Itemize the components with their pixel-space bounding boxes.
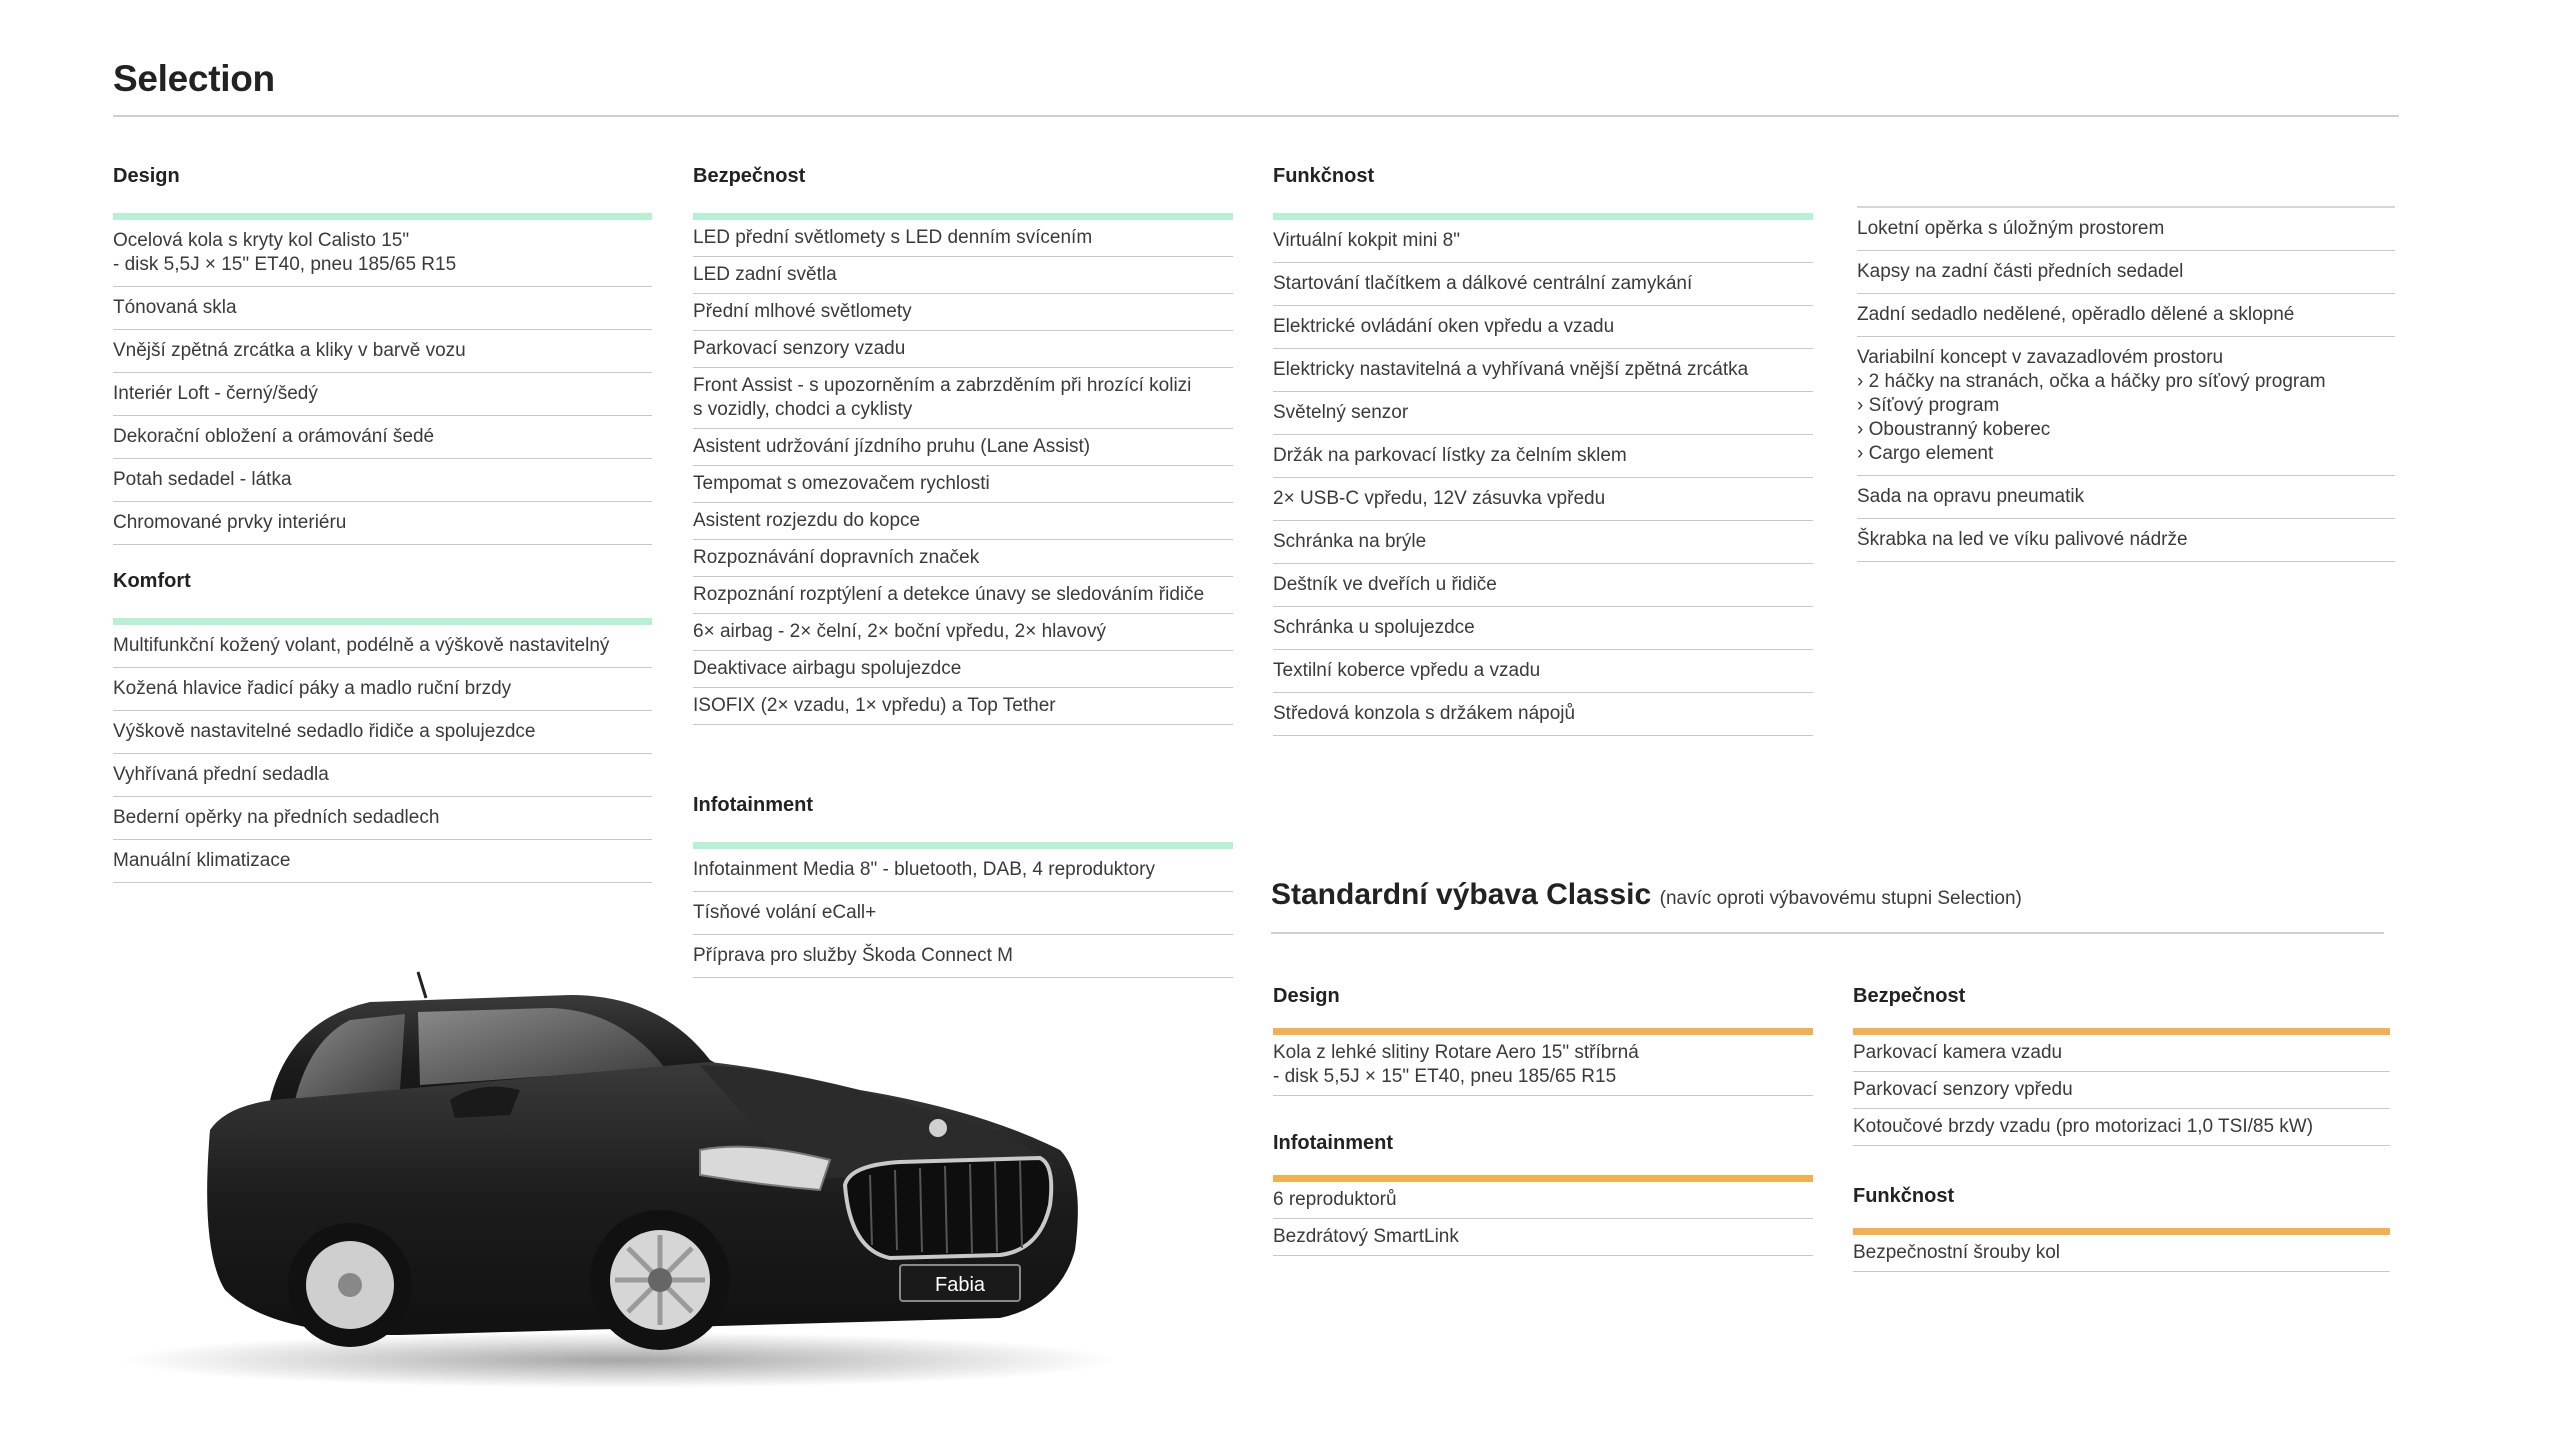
section-title: Funkčnost [1273, 165, 1375, 187]
feature-text: Schránka u spolujezdce [1273, 617, 1475, 638]
feature-text: Tempomat s omezovačem rychlosti [693, 473, 990, 494]
car-shadow [120, 1332, 1120, 1388]
classic-title: Standardní výbava Classic [1271, 878, 1652, 911]
feature-text: Virtuální kokpit mini 8" [1273, 230, 1460, 251]
feature-item [693, 220, 1233, 257]
classic-section-funkcnost [1853, 1183, 2390, 1272]
feature-text: Multifunkční kožený volant, podélně a výškově nastavitelný [113, 635, 610, 656]
section-accent-bar [1273, 1028, 1813, 1035]
feature-text: Kapsy na zadní části předních sedadel [1857, 261, 2184, 282]
classic-divider [1271, 932, 2384, 934]
feature-text: 6 reproduktorů [1273, 1189, 1397, 1210]
section-accent-bar [1853, 1228, 2390, 1235]
feature-text: Bezpečnostní šrouby kol [1853, 1242, 2061, 1263]
feature-list [113, 220, 652, 545]
feature-text: Vyhřívaná přední sedadla [113, 764, 329, 785]
page-title: Selection [113, 58, 275, 99]
section-funkcnost [1273, 163, 1813, 736]
car-badge: Fabia [934, 1274, 986, 1296]
feature-item [1273, 607, 1813, 650]
feature-item [693, 651, 1233, 688]
section-accent-bar [113, 618, 652, 625]
feature-item [113, 373, 652, 416]
feature-text: Chromované prvky interiéru [113, 512, 347, 533]
feature-item [1857, 519, 2395, 562]
feature-text: Elektricky nastavitelná a vyhřívaná vnější zpětná zrcátka [1273, 359, 1749, 380]
feature-item [1273, 1035, 1813, 1096]
classic-heading [1271, 878, 2022, 912]
feature-item [113, 220, 652, 287]
feature-text: Tónovaná skla [113, 297, 237, 318]
section-komfort [113, 568, 652, 883]
feature-item [1857, 476, 2395, 519]
feature-item [1273, 693, 1813, 736]
section-funkcnost-continued [1857, 206, 2395, 562]
feature-text: Ocelová kola s kryty kol Calisto 15" [113, 230, 410, 251]
feature-text: Startování tlačítkem a dálkové centrální zamykání [1273, 273, 1693, 294]
feature-text: LED přední světlomety s LED denním svícením [693, 227, 1093, 248]
section-title: Design [113, 165, 180, 187]
feature-item [113, 330, 652, 373]
section-accent-bar [1853, 1028, 2390, 1035]
feature-subline: › Cargo element [1857, 443, 1994, 464]
feature-text: Rozpoznávání dopravních značek [693, 547, 980, 568]
feature-text: Variabilní koncept v zavazadlovém prostoru [1857, 347, 2224, 368]
feature-item [113, 287, 652, 330]
feature-text: Přední mlhové světlomety [693, 301, 912, 322]
feature-item [113, 797, 652, 840]
feature-item [1857, 337, 2395, 476]
feature-item [113, 754, 652, 797]
feature-list [693, 220, 1233, 725]
feature-item [1853, 1109, 2390, 1146]
feature-text: Manuální klimatizace [113, 850, 291, 871]
feature-item [1273, 1219, 1813, 1256]
feature-item [693, 577, 1233, 614]
feature-item [1273, 392, 1813, 435]
feature-item [1273, 650, 1813, 693]
feature-item [693, 331, 1233, 368]
classic-section-bezpecnost [1853, 983, 2390, 1146]
feature-item [1273, 435, 1813, 478]
feature-text: Kotoučové brzdy vzadu (pro motorizaci 1,0 TSI/85 kW) [1853, 1116, 2314, 1137]
feature-subline: - disk 5,5J × 15" ET40, pneu 185/65 R15 [113, 254, 457, 275]
section-accent-bar [1273, 213, 1813, 220]
feature-text: Škrabka na led ve víku palivové nádrže [1857, 529, 2188, 550]
feature-text: Zadní sedadlo nedělené, opěradlo dělené a sklopné [1857, 304, 2295, 325]
feature-text: 6× airbag - 2× čelní, 2× boční vpředu, 2× hlavový [693, 621, 1106, 642]
feature-text: Loketní opěrka s úložným prostorem [1857, 218, 2165, 239]
feature-list [1853, 1035, 2390, 1146]
feature-text: Kola z lehké slitiny Rotare Aero 15" stříbrná [1273, 1042, 1639, 1063]
classic-section-design [1273, 983, 1813, 1096]
feature-item [693, 849, 1233, 892]
section-title: Infotainment [1273, 1132, 1393, 1154]
classic-subtitle: (navíc oproti výbavovému stupni Selection) [1659, 888, 2022, 909]
feature-item [693, 429, 1233, 466]
feature-text: Deaktivace airbagu spolujezdce [693, 658, 962, 679]
title-divider [113, 115, 2399, 117]
feature-item [1273, 220, 1813, 263]
section-accent-bar [693, 842, 1233, 849]
feature-text: Světelný senzor [1273, 402, 1409, 423]
feature-text: Front Assist - s upozorněním a zabrzděním při hrozící kolizi [693, 375, 1192, 396]
section-accent-bar [1273, 1175, 1813, 1182]
feature-list [1853, 1235, 2390, 1272]
section-accent-bar [113, 213, 652, 220]
feature-list [113, 625, 652, 883]
feature-text: Příprava pro služby Škoda Connect M [693, 945, 1013, 966]
feature-text: LED zadní světla [693, 264, 837, 285]
car-front-wheel [590, 1210, 730, 1350]
feature-item [1273, 478, 1813, 521]
car-image [100, 950, 1120, 1390]
section-bezpecnost [693, 163, 1233, 725]
section-title: Infotainment [693, 794, 813, 816]
section-title: Bezpečnost [1853, 985, 1966, 1007]
feature-item [113, 416, 652, 459]
feature-item [693, 892, 1233, 935]
feature-text: 2× USB-C vpředu, 12V zásuvka vpředu [1273, 488, 1606, 509]
car-rear-wheel [288, 1223, 412, 1347]
feature-item [693, 503, 1233, 540]
feature-text: Textilní koberce vpředu a vzadu [1273, 660, 1541, 681]
section-title: Komfort [113, 570, 191, 592]
feature-text: Elektrické ovládání oken vpředu a vzadu [1273, 316, 1615, 337]
feature-subline: › Síťový program [1857, 395, 2000, 416]
feature-item [693, 540, 1233, 577]
classic-section-infotainment [1273, 1130, 1813, 1256]
feature-subline: › 2 háčky na stranách, očka a háčky pro síťový program [1857, 371, 2326, 392]
feature-text: Potah sedadel - látka [113, 469, 292, 490]
feature-item [113, 502, 652, 545]
feature-text: Asistent udržování jízdního pruhu (Lane Assist) [693, 436, 1091, 457]
feature-text: Bederní opěrky na předních sedadlech [113, 807, 440, 828]
feature-text: Parkovací senzory vzadu [693, 338, 906, 359]
feature-item [1273, 349, 1813, 392]
feature-item [1857, 294, 2395, 337]
feature-text: Asistent rozjezdu do kopce [693, 510, 921, 531]
feature-item [693, 688, 1233, 725]
feature-item [1273, 1182, 1813, 1219]
feature-list [1273, 1035, 1813, 1096]
feature-text: Parkovací senzory vpředu [1853, 1079, 2073, 1100]
feature-list [1273, 220, 1813, 736]
feature-item [1853, 1072, 2390, 1109]
feature-list [1273, 1182, 1813, 1256]
feature-text: Tísňové volání eCall+ [693, 902, 877, 923]
feature-text: ISOFIX (2× vzadu, 1× vpředu) a Top Tether [693, 695, 1056, 716]
feature-item [693, 294, 1233, 331]
feature-item [693, 257, 1233, 294]
feature-item [1273, 263, 1813, 306]
feature-item [1273, 306, 1813, 349]
feature-item [113, 625, 652, 668]
feature-item [1857, 251, 2395, 294]
feature-text: Dekorační obložení a orámování šedé [113, 426, 435, 447]
feature-item [1853, 1235, 2390, 1272]
feature-text: Držák na parkovací lístky za čelním sklem [1273, 445, 1627, 466]
section-accent-bar [693, 213, 1233, 220]
feature-text: Bezdrátový SmartLink [1273, 1226, 1459, 1247]
feature-item [113, 668, 652, 711]
feature-text: Deštník ve dveřích u řidiče [1273, 574, 1497, 595]
feature-subline: s vozidly, chodci a cyklisty [693, 399, 913, 420]
feature-item [1857, 208, 2395, 251]
feature-item [113, 711, 652, 754]
section-title: Design [1273, 985, 1340, 1007]
feature-item [1273, 564, 1813, 607]
feature-text: Rozpoznání rozptýlení a detekce únavy se sledováním řidiče [693, 584, 1205, 605]
feature-text: Interiér Loft - černý/šedý [113, 383, 318, 404]
feature-text: Schránka na brýle [1273, 531, 1427, 552]
feature-text: Výškově nastavitelné sedadlo řidiče a spolujezdce [113, 721, 536, 742]
feature-subline: - disk 5,5J × 15" ET40, pneu 185/65 R15 [1273, 1066, 1617, 1087]
feature-item [693, 614, 1233, 651]
feature-item [1273, 521, 1813, 564]
feature-item [1853, 1035, 2390, 1072]
feature-item [693, 466, 1233, 503]
feature-list [1857, 208, 2395, 562]
feature-item [113, 840, 652, 883]
feature-text: Středová konzola s držákem nápojů [1273, 703, 1576, 724]
feature-text: Parkovací kamera vzadu [1853, 1042, 2063, 1063]
feature-text: Sada na opravu pneumatik [1857, 486, 2085, 507]
feature-item [693, 368, 1233, 429]
feature-item [113, 459, 652, 502]
car-emblem [929, 1119, 947, 1137]
section-title: Funkčnost [1853, 1185, 1955, 1207]
feature-text: Infotainment Media 8" - bluetooth, DAB, 4 reproduktory [693, 859, 1155, 880]
section-title: Bezpečnost [693, 165, 806, 187]
feature-subline: › Oboustranný koberec [1857, 419, 2051, 440]
feature-text: Kožená hlavice řadicí páky a madlo ruční brzdy [113, 678, 512, 699]
car-antenna [418, 972, 426, 998]
feature-text: Vnější zpětná zrcátka a kliky v barvě vozu [113, 340, 466, 361]
section-design [113, 163, 652, 545]
